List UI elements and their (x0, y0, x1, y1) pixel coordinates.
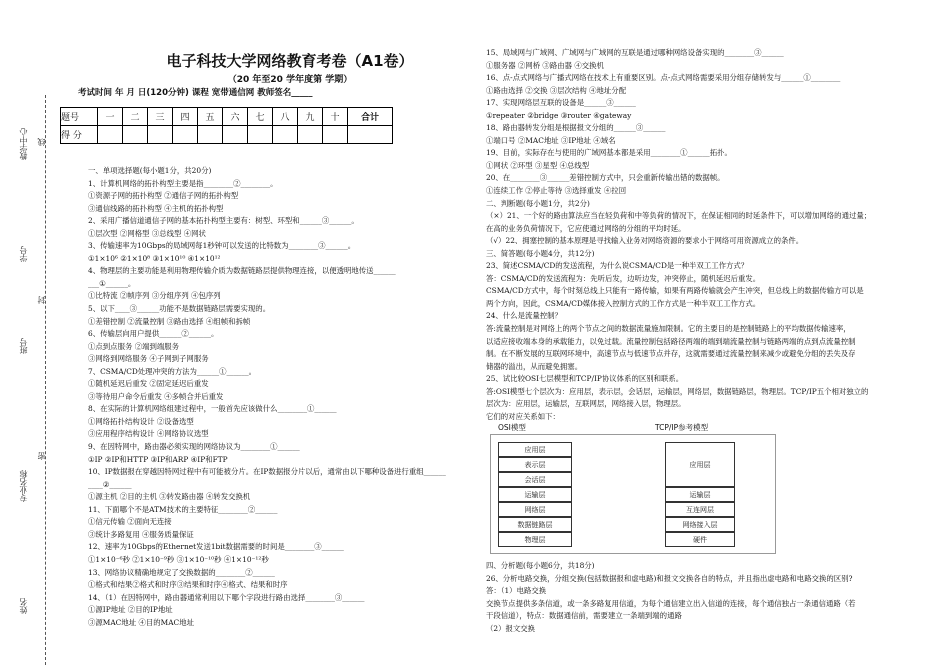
score-row-label: 得 分 (61, 126, 98, 144)
question-line: ____②______ (88, 479, 132, 489)
question-line: CSMA/CD方式中，每个时刻总线上只能有一路传输，如果有两路传输就会产生冲突，但总线上的数据传输方可以是 (486, 286, 864, 296)
analysis-line: （2）报文交换 (486, 623, 536, 633)
question-line: 答：CSMA/CD的发送流程为：先听后发，边听边发，冲突停止，随机延迟后重发。 (486, 273, 761, 283)
score-cell[interactable] (198, 126, 223, 144)
score-col: 二 (123, 108, 148, 126)
question-line: 3、传输速率为10Gbps的局域网每1秒钟可以发送的比特数为________③______。 (88, 241, 356, 251)
tcpip-layer: 硬件 (665, 532, 735, 547)
question-line: ①服务器 ②网桥 ③路由器 ④交换机 (486, 60, 604, 70)
question-line: 它们的对应关系如下： (486, 411, 560, 421)
exam-info-line: 考试时间 年 月 日(120分钟) 课程 宽带通信网 教师签名_____ (78, 88, 313, 98)
osi-layer: 应用层 (498, 442, 572, 457)
question-line: 制。在不断发展的互联网环境中，高速节点与低速节点并存，这就需要通过流量控制来减少或避免分组的丢失及存 (486, 349, 856, 359)
score-table (60, 107, 393, 144)
tcpip-layer: 运输层 (665, 487, 735, 502)
score-col: 八 (273, 108, 298, 126)
tcpip-model-title: TCP/IP参考模型 (655, 423, 709, 432)
question-line: 7、CSMA/CD处理冲突的方法为______①______。 (88, 366, 257, 376)
analysis-line: 答：（1）电路交换 (486, 586, 547, 596)
analysis-line: 交换节点提供多条信道，或一条多路复用信道，为每个通信建立出入信道的连接，每个通信独占一条通信通路（若 (486, 598, 856, 608)
question-line: 在高的业务负荷情况下，它应使通过网络的分组的平均时延。 (486, 223, 686, 233)
question-line: （√）22、拥塞控制的基本原理是寻找输入业务对网络资源的要求小于网络可用资源成立的条件。 (486, 236, 804, 246)
side-label-student-id: 学号 (19, 246, 28, 262)
seal-mark-line: 线 (37, 138, 46, 146)
score-table-score-row (61, 126, 393, 144)
seal-mark-seal: 封 (37, 296, 46, 304)
question-line: ___①______。 (88, 278, 136, 288)
question-line: ①差错控制 ②流量控制 ③路由选择 ④组帧和拆帧 (88, 316, 251, 326)
analysis-line: 26、分析电路交换，分组交换(包括数据报和虚电路)和报文交换各自的特点，并且指出虚电路和电路交换的区别? (486, 573, 853, 583)
question-line: ③源MAC地址 ④目的MAC地址 (88, 617, 194, 627)
question-line: ①点到点服务 ②端到端服务 (88, 341, 180, 351)
question-line: ③应用程序结构设计 ④网络协议选型 (88, 429, 209, 439)
analysis-section (486, 560, 926, 635)
question-line: 以适应接收端本身的承载能力，以免过载。流量控制包括路径两端的端到端流量控制与链路两端的点到点流量控制 (486, 336, 856, 346)
question-line: 8、在实际的计算机网络组建过程中，一般首先应该做什么________①______ (88, 404, 337, 414)
question-line: 一、单项选择题(每小题1分，共20分) (88, 166, 212, 175)
score-table-header-row (61, 108, 393, 126)
question-line: 23、简述CSMA/CD的发送流程，为什么说CSMA/CD是一种半双工工作方式？ (486, 261, 749, 271)
question-line: 13、网络协议精确地规定了交换数据的________②______ (88, 567, 275, 577)
question-line: ①源IP地址 ②目的IP地址 (88, 605, 173, 615)
side-label-class: 班号 (19, 338, 28, 354)
score-cell[interactable] (223, 126, 248, 144)
question-line: 15、局域网与广域网、广域网与广域网的互联是通过哪种网络设备实现的________③______ (486, 48, 784, 57)
osi-layer: 运输层 (498, 487, 572, 502)
question-line: ①资源子网的拓扑构型 ②通信子网的拓扑构型 (88, 191, 239, 201)
binding-line (45, 95, 46, 665)
score-col: 三 (148, 108, 173, 126)
score-col: 一 (98, 108, 123, 126)
question-line: （×）21、一个好的路由算法应当在轻负荷和中等负荷的情况下，在保证相同的时延条件下，可以增加网络的通过量； (486, 211, 872, 221)
score-col: 九 (298, 108, 323, 126)
question-line: ③等待用户命令后重发 ④多帧合并后重发 (88, 391, 224, 401)
question-line: 9、在因特网中，路由器必须实现的网络协议为________①______ (88, 442, 300, 452)
question-line: 17、实现网络层互联的设备是______③______ (486, 98, 636, 108)
tcpip-layer: 应用层 (665, 442, 735, 487)
question-line: ①路由选择 ②交换 ③层次结构 ④地址分配 (486, 85, 627, 95)
question-line: ①网状 ②环型 ③星型 ④总线型 (486, 160, 590, 170)
question-line: 两个方向，因此，CSMA/CD媒体接入控制方式的工作方式是一种半双工工作方式。 (486, 298, 761, 308)
left-question-column (88, 165, 468, 629)
score-col: 十 (323, 108, 348, 126)
exam-subtitle: （20 年至20 学年度第 学期） (227, 75, 353, 85)
question-line: 20、在________③______差错控制方式中，只会重新传输出错的数据帧。 (486, 173, 725, 183)
question-line: ③网络到网络服务 ④子网到子网服务 (88, 354, 209, 364)
question-line: ①层次型 ②网格型 ③总线型 ④网状 (88, 228, 206, 238)
question-line: ③通信线路的拓扑构型 ④主机的拓扑构型 (88, 203, 224, 213)
question-line: ①1×10⁻⁶秒 ②1×10⁻⁹秒 ③1×10⁻¹⁰秒 ④1×10⁻¹²秒 (88, 554, 269, 564)
score-cell[interactable] (98, 126, 123, 144)
osi-layer: 数据链路层 (498, 517, 572, 532)
question-line: 1、计算机网络的拓扑构型主要是指________②________。 (88, 178, 278, 188)
exam-title: 电子科技大学网络教育考卷（A1卷） (166, 52, 414, 70)
osi-tcpip-figure (490, 418, 780, 558)
question-line: 层次为：应用层，运输层，互联网层，网络接入层，物理层。 (486, 399, 686, 409)
question-line: ①网络拓扑结构设计 ②设备选型 (88, 416, 194, 426)
tcpip-layer: 互连网层 (665, 502, 735, 517)
score-col: 四 (173, 108, 198, 126)
question-line: 14、（1）在因特网中，路由器通常利用以下哪个字段进行路由选择________③______ (88, 592, 365, 602)
analysis-line: 四、分析题(每小题6分，共18分) (486, 561, 595, 570)
question-line: ①随机延迟后重发 ②固定延迟后重发 (88, 379, 209, 389)
score-header-label: 题号 (61, 108, 98, 126)
question-line: ①源主机 ②目的主机 ③转发路由器 ④转发交换机 (88, 492, 251, 502)
question-line: 6、传输层向用户提供______②______。 (88, 329, 219, 339)
osi-layer: 表示层 (498, 457, 572, 472)
right-question-column (486, 47, 926, 423)
question-line: 11、下面哪个不是ATM技术的主要特征________②______ (88, 504, 278, 514)
side-label-name: 姓名 (19, 598, 28, 614)
question-line: 25、试比较OSI七层模型和TCP/IP协议体系的区别和联系。 (486, 374, 684, 384)
question-line: 12、速率为10Gbps的Ethernet发送1bit数据需要的时间是________③______ (88, 542, 344, 552)
question-line: 16、点-点式网络与广播式网络在技术上有重要区别。点-点式网络需要采用分组存储转发与______①________ (486, 73, 841, 83)
question-line: 三、简答题(每小题4分，共12分) (486, 248, 595, 258)
score-cell[interactable] (248, 126, 273, 144)
question-line: 答:流量控制是对网络上的两个节点之间的数据流量施加限制。它的主要目的是控制链路上的平均数据传输速率， (486, 324, 851, 334)
question-line: ①连续工作 ②停止等待 ③选择重发 ④拉回 (486, 186, 627, 196)
question-line: ③统计多路复用 ④服务质量保证 (88, 529, 194, 539)
question-line: ①repeater ②bridge ③router ④gateway (486, 110, 632, 120)
question-line: 2、采用广播信道通信子网的基本拓扑构型主要有：树型、环型和______③______。 (88, 216, 359, 226)
score-cell[interactable] (298, 126, 323, 144)
osi-layer: 物理层 (498, 532, 572, 547)
question-line: 5、以下____③______功能不是数据链路层需要实现的。 (88, 304, 271, 314)
question-line: 储器的溢出，从而避免拥塞。 (486, 361, 583, 371)
score-col-total: 合计 (348, 108, 393, 126)
osi-layer: 网络层 (498, 502, 572, 517)
question-line: ①端口号 ②MAC地址 ③IP地址 ④域名 (486, 135, 616, 145)
analysis-line: 干段信道），特点：数据通信前，需要建立一条端到端的通路 (486, 611, 682, 621)
question-line: 10、IP数据报在穿越因特网过程中有可能被分片。在IP数据报分片以后，通常由以下哪种设备进行重组______ (88, 467, 446, 477)
question-line: 4、物理层的主要功能是利用物理传输介质为数据链路层提供物理连接，以便透明地传送______ (88, 266, 396, 276)
question-line: ①格式和结果②格式和时序③结果和时序④格式、结果和时序 (88, 580, 288, 590)
question-line: ①1×10⁶ ②1×10⁸ ③1×10¹⁰ ④1×10¹² (88, 253, 221, 263)
score-col: 七 (248, 108, 273, 126)
score-cell[interactable] (148, 126, 173, 144)
score-cell[interactable] (323, 126, 348, 144)
score-cell[interactable] (273, 126, 298, 144)
question-line: ①比特流 ②帧序列 ③分组序列 ④包序列 (88, 291, 221, 301)
question-line: 二、判断题(每小题1分，共2分) (486, 198, 590, 208)
score-cell[interactable] (173, 126, 198, 144)
side-label-center: 教学中心 (19, 128, 28, 160)
score-col: 六 (223, 108, 248, 126)
score-col: 五 (198, 108, 223, 126)
tcpip-layer: 网络接入层 (665, 517, 735, 532)
question-line: 24、什么是流量控制？ (486, 311, 562, 321)
osi-layer: 会话层 (498, 472, 572, 487)
question-line: 答:OSI模型七个层次为：应用层，表示层，会话层，运输层，网络层，数据链路层，物理层。TCP/IP五个相对独立的 (486, 386, 869, 396)
question-line: 19、目前，实际存在与使用的广域网基本都是采用________①______拓扑。 (486, 148, 732, 158)
question-line: ①IP ②IP和HTTP ③IP和ARP ④IP和FTP (88, 454, 228, 464)
question-line: ①信元传输 ②面向无连接 (88, 517, 172, 527)
score-cell[interactable] (123, 126, 148, 144)
seal-mark-secret: 密 (37, 452, 46, 460)
side-label-major: 专业名称 (19, 470, 28, 502)
score-cell-total[interactable] (348, 126, 393, 144)
question-line: 18、路由器转发分组是根据报文分组的______③______ (486, 123, 666, 133)
osi-model-title: OSI模型 (498, 423, 526, 432)
